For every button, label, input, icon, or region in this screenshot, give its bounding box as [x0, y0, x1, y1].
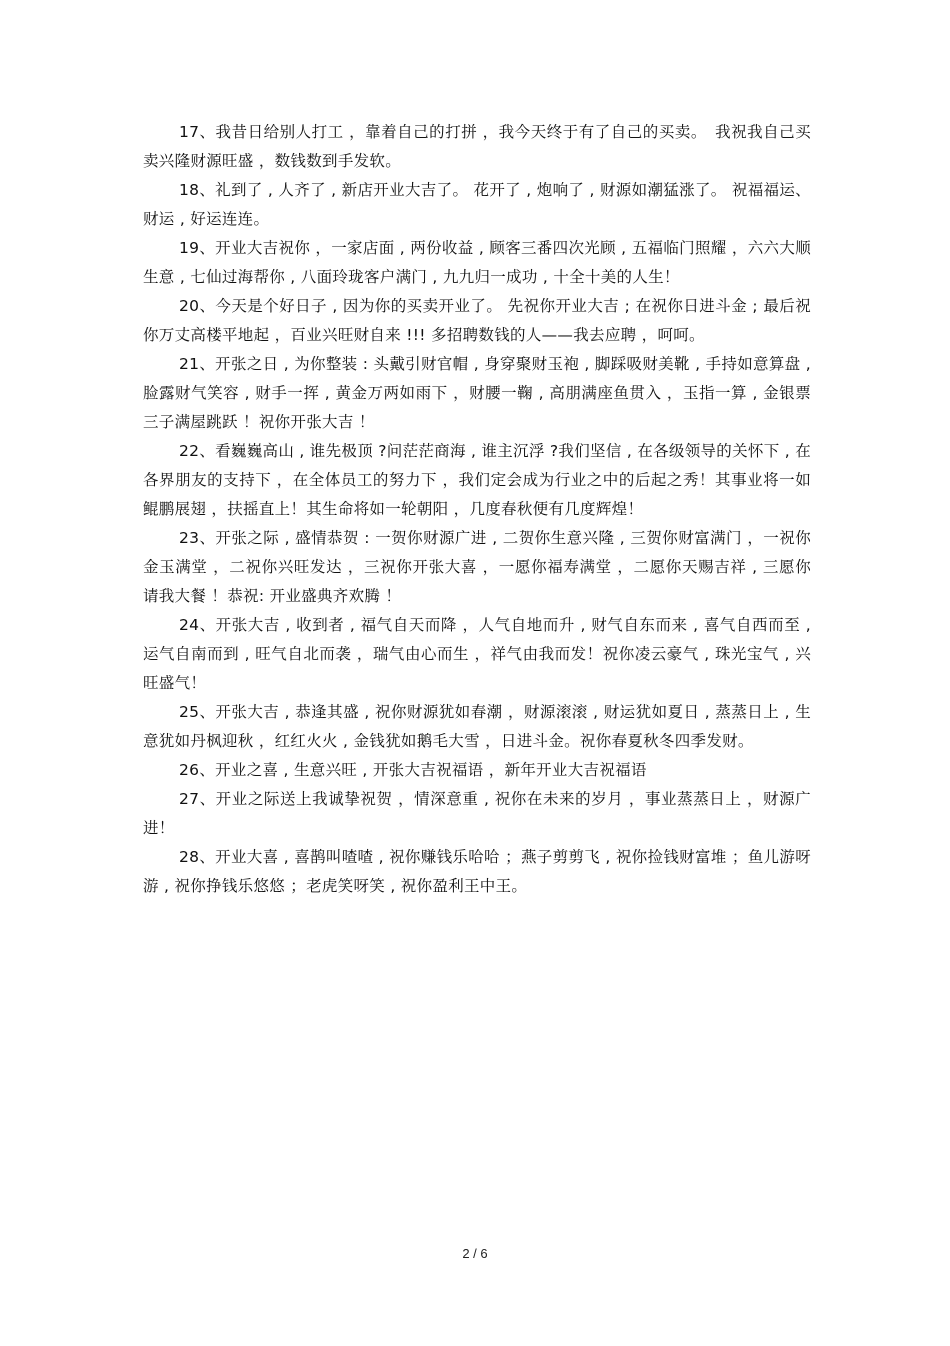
- paragraph-17: 17、我昔日给别人打工 ，靠着自己的打拼 ，我今天终于有了自己的买卖。 我祝我自己买卖兴隆财源旺盛 ，数钱数到手发软。: [143, 123, 811, 170]
- paragraph-26: 26、开业之喜 , 生意兴旺 , 开张大吉祝福语 ，新年开业大吉祝福语: [179, 761, 647, 779]
- paragraph-18: 18、礼到了 , 人齐了 , 新店开业大吉了。 花开了 , 炮响了 , 财源如潮猛涨了。 祝福福运、财运 , 好运连连。: [143, 181, 811, 228]
- paragraph-24: 24、开张大吉 , 收到者 , 福气自天而降 ，人气自地而升 , 财气自东而来 , 喜气自西而至 , 运气自南而到 , 旺气自北而袭 ，瑞气由心而生 ，祥气由我而发！祝你凌云豪气 , 珠光宝气 , 兴旺盛气！: [143, 616, 811, 692]
- paragraph-19: 19、开业大吉祝你 ，一家店面 , 两份收益 , 顾客三番四次光顾 , 五福临门照耀 ，六六大顺生意 , 七仙过海帮你 , 八面玲珑客户满门 , 九九归一成功 , 十全十美的人生！: [143, 239, 811, 286]
- paragraph-22: 22、看巍巍高山 , 谁先极顶 ?问茫茫商海 , 谁主沉浮 ?我们坚信 , 在各级领导的关怀下 , 在各界朋友的支持下 ，在全体员工的努力下 ，我们定会成为行业之中的后起之秀！其事业将一如鲲鹏展翅 ，扶摇直上！其生命将如一轮朝阳 ，几度春秋便有几度辉煌！: [143, 442, 811, 518]
- paragraph-21: 21、开张之日 , 为你整装 : 头戴引财官帽 , 身穿聚财玉袍 , 脚踩吸财美靴 , 手持如意算盘 , 脸露财气笑容 , 财手一挥 , 黄金万两如雨下 ，财腰一鞠 , 高朋满座鱼贯入 ，玉指一算 , 金银票三子满屋跳跃 ！祝你开张大吉 ！: [143, 355, 811, 431]
- paragraph-25: 25、开张大吉 , 恭逢其盛 , 祝你财源犹如春潮 ，财源滚滚 , 财运犹如夏日 , 蒸蒸日上 , 生意犹如丹枫迎秋 ，红红火火 , 金钱犹如鹅毛大雪 ，日进斗金。祝你春夏秋冬四季发财。: [143, 703, 811, 750]
- paragraph-27: 27、开业之际送上我诚挚祝贺 ，情深意重 , 祝你在未来的岁月 ，事业蒸蒸日上 ，财源广进！: [143, 790, 811, 837]
- paragraph-28: 28、开业大喜 , 喜鹊叫喳喳 , 祝你赚钱乐哈哈 ；燕子剪剪飞 , 祝你捡钱财富堆 ；鱼儿游呀游 , 祝你挣钱乐悠悠 ；老虎笑呀笑 , 祝你盈利王中王。: [143, 848, 811, 895]
- paragraph-20: 20、今天是个好日子 , 因为你的买卖开业了。 先祝你开业大吉 ; 在祝你日进斗金 ; 最后祝你万丈高楼平地起 ，百业兴旺财自来 !!! 多招聘数钱的人——我去应聘 ，呵呵。: [143, 297, 811, 344]
- paragraph-23: 23、开张之际 , 盛情恭贺 : 一贺你财源广进 , 二贺你生意兴隆 , 三贺你财富满门 ，一祝你金玉满堂 ，二祝你兴旺发达 ，三祝你开张大喜 ，一愿你福寿满堂 ，二愿你天赐吉祥 , 三愿你请我大餐 ！恭祝: 开业盛典齐欢腾 ！: [143, 529, 811, 605]
- page-number: 2 / 6: [462, 1246, 488, 1261]
- document-body: [143, 118, 811, 901]
